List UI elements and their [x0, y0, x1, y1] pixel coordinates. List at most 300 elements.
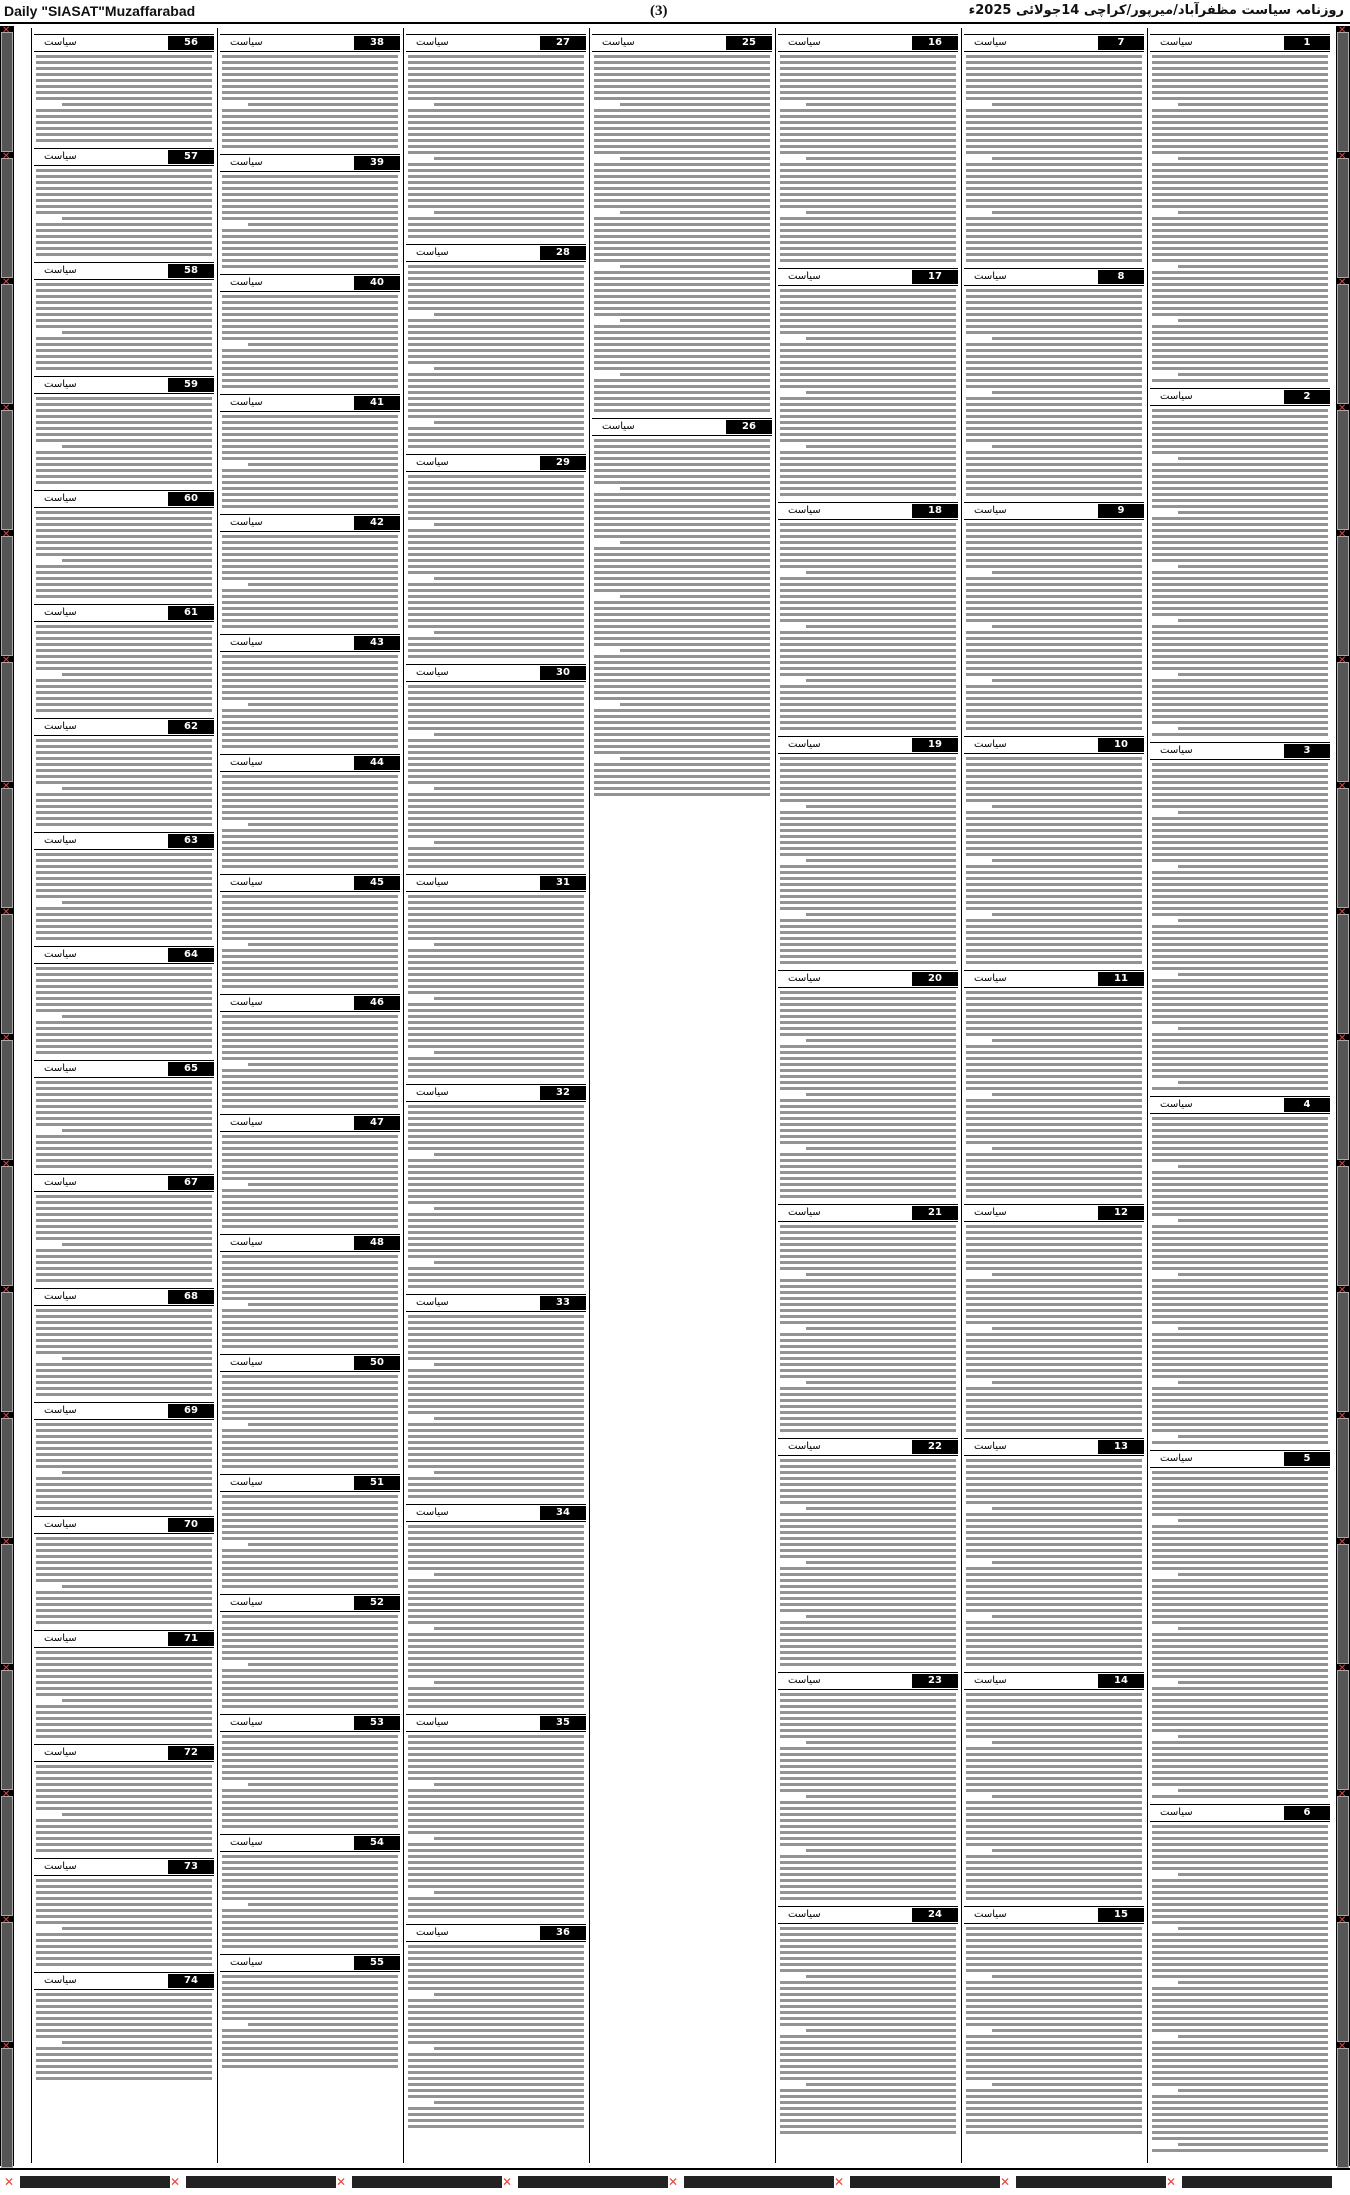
text-line [222, 613, 398, 616]
text-line [1152, 691, 1328, 694]
text-line [222, 619, 398, 622]
text-line [36, 409, 212, 412]
text-line [1152, 241, 1328, 244]
text-line [806, 211, 956, 214]
question-number: 73 [168, 1860, 214, 1874]
text-line [222, 1267, 398, 1270]
text-line [1152, 913, 1328, 916]
text-line [966, 649, 1142, 652]
text-line [1152, 253, 1328, 256]
text-line [36, 817, 212, 820]
text-line [248, 1783, 398, 1786]
text-line [222, 1165, 398, 1168]
text-line [36, 1537, 212, 1540]
text-line [408, 1489, 584, 1492]
text-line [966, 835, 1142, 838]
text-line [36, 1897, 212, 1900]
text-line [780, 1045, 956, 1048]
section-label: سیاست [416, 1717, 449, 1728]
text-line [594, 145, 770, 148]
text-line [408, 1483, 584, 1486]
text-line [780, 2035, 956, 2038]
text-line [992, 1327, 1142, 1330]
text-line [408, 2113, 584, 2116]
text-line [966, 1171, 1142, 1174]
text-line [36, 1279, 212, 1282]
text-line [408, 1219, 584, 1222]
text-line [966, 1267, 1142, 1270]
text-line [222, 1639, 398, 1642]
text-line [780, 1429, 956, 1432]
text-line [408, 769, 584, 772]
text-line [966, 949, 1142, 952]
text-line [780, 1477, 956, 1480]
text-line [408, 1867, 584, 1870]
question-number: 48 [354, 1236, 400, 1250]
question-header [406, 1714, 586, 1732]
text-line [36, 1819, 212, 1822]
question-number: 11 [1098, 972, 1144, 986]
text-line [408, 1873, 584, 1876]
section-label: سیاست [788, 1675, 821, 1686]
text-line [36, 1459, 212, 1462]
text-line [434, 1783, 584, 1786]
text-line [434, 943, 584, 946]
question-number: 2 [1284, 390, 1330, 404]
text-line [222, 973, 398, 976]
question-header [406, 1294, 586, 1312]
text-line [966, 2035, 1142, 2038]
text-line [222, 145, 398, 148]
text-line [1152, 925, 1328, 928]
text-line [408, 2023, 584, 2026]
text-line [966, 91, 1142, 94]
text-line [408, 1777, 584, 1780]
text-line [780, 595, 956, 598]
text-line [1152, 79, 1328, 82]
text-line [222, 1033, 398, 1036]
text-line [36, 703, 212, 706]
text-line [594, 727, 770, 730]
text-line [806, 859, 956, 862]
text-line [36, 55, 212, 58]
text-line [594, 259, 770, 262]
text-line [222, 1885, 398, 1888]
text-line [1152, 145, 1328, 148]
text-line [222, 235, 398, 238]
text-line [222, 571, 398, 574]
text-line [966, 145, 1142, 148]
text-line [1178, 1681, 1328, 1684]
text-line [408, 1879, 584, 1882]
text-line [1152, 583, 1328, 586]
text-line [966, 1759, 1142, 1762]
text-line [966, 1249, 1142, 1252]
text-line [408, 913, 584, 916]
text-line [222, 901, 398, 904]
text-line [1152, 1285, 1328, 1288]
text-line [966, 565, 1142, 568]
text-line [780, 1153, 956, 1156]
text-line [620, 703, 770, 706]
text-line [780, 577, 956, 580]
text-line [1152, 1939, 1328, 1942]
question-header [964, 502, 1144, 520]
text-line [1178, 865, 1328, 868]
text-line [966, 1423, 1142, 1426]
strip-mark-icon: ✕ [2, 1789, 11, 1800]
text-line [1152, 2059, 1328, 2062]
strip-mark-icon: ✕ [1338, 2041, 1347, 2052]
question-header [34, 1060, 214, 1078]
text-line [222, 247, 398, 250]
text-line [408, 2053, 584, 2056]
text-line [966, 1081, 1142, 1084]
text-line [780, 1783, 956, 1786]
text-line [780, 1897, 956, 1900]
text-line [408, 1459, 584, 1462]
text-line [992, 1975, 1142, 1978]
text-line [222, 91, 398, 94]
text-line [594, 109, 770, 112]
question-header [34, 1858, 214, 1876]
text-line [992, 1615, 1142, 1618]
text-line [408, 937, 584, 940]
question-number: 5 [1284, 1452, 1330, 1466]
text-line [966, 955, 1142, 958]
text-line [1152, 1003, 1328, 1006]
text-line [966, 79, 1142, 82]
text-line [780, 151, 956, 154]
text-line [222, 1411, 398, 1414]
text-line [408, 1141, 584, 1144]
text-line [966, 1231, 1142, 1234]
text-line [408, 1183, 584, 1186]
text-line [36, 655, 212, 658]
text-line [408, 1885, 584, 1888]
text-line [222, 457, 398, 460]
text-line [992, 1561, 1142, 1564]
text-line [1152, 85, 1328, 88]
text-line [222, 1933, 398, 1936]
text-line [36, 517, 212, 520]
section-label: سیاست [416, 457, 449, 468]
text-line [594, 673, 770, 676]
question-number: 26 [726, 420, 772, 434]
text-line [222, 1981, 398, 1984]
text-line [1152, 1963, 1328, 1966]
text-line [780, 121, 956, 124]
text-line [36, 229, 212, 232]
text-line [62, 901, 212, 904]
question-number: 56 [168, 36, 214, 50]
question-header [34, 1516, 214, 1534]
text-line [408, 1753, 584, 1756]
text-line [780, 367, 956, 370]
question-number: 4 [1284, 1098, 1330, 1112]
text-line [36, 361, 212, 364]
text-line [36, 583, 212, 586]
text-line [780, 379, 956, 382]
text-line [966, 1405, 1142, 1408]
text-line [222, 1747, 398, 1750]
text-line [222, 1087, 398, 1090]
text-line [780, 1315, 956, 1318]
text-line [1152, 1489, 1328, 1492]
text-line [36, 475, 212, 478]
section-label: سیاست [416, 667, 449, 678]
section-label: سیاست [416, 1927, 449, 1938]
text-line [594, 655, 770, 658]
text-line [36, 2017, 212, 2020]
text-line [806, 1507, 956, 1510]
question-number: 45 [354, 876, 400, 890]
text-line [1152, 805, 1328, 808]
text-line [36, 1807, 212, 1810]
text-line [966, 235, 1142, 238]
text-line [966, 61, 1142, 64]
text-line [780, 1597, 956, 1600]
text-line [36, 97, 212, 100]
question-header [34, 148, 214, 166]
strip-mark-icon: ✕ [2, 1285, 11, 1296]
text-line [1152, 1195, 1328, 1198]
text-line [222, 187, 398, 190]
text-line [222, 1765, 398, 1768]
text-line [966, 1477, 1142, 1480]
text-line [222, 121, 398, 124]
text-line [780, 1489, 956, 1492]
text-line [36, 253, 212, 256]
text-line [1152, 1885, 1328, 1888]
text-line [806, 1741, 956, 1744]
text-line [966, 1009, 1142, 1012]
text-line [1152, 535, 1328, 538]
text-line [222, 721, 398, 724]
text-line [966, 1591, 1142, 1594]
section-label: سیاست [230, 1957, 263, 1968]
text-line [594, 349, 770, 352]
text-line [1152, 1525, 1328, 1528]
text-line [408, 283, 584, 286]
question-header [34, 946, 214, 964]
section-label: سیاست [788, 505, 821, 516]
text-line [222, 1741, 398, 1744]
text-line [1152, 367, 1328, 370]
text-line [408, 2005, 584, 2008]
text-line [408, 1201, 584, 1204]
text-line [222, 325, 398, 328]
text-line [966, 1483, 1142, 1486]
text-line [992, 1273, 1142, 1276]
text-line [36, 781, 212, 784]
strip-mark-icon: ✕ [1338, 1537, 1347, 1548]
question-number: 68 [168, 1290, 214, 1304]
strip-segment [1, 1922, 13, 2042]
text-line [966, 2089, 1142, 2092]
question-header [1150, 1804, 1330, 1822]
text-line [36, 451, 212, 454]
text-line [1152, 121, 1328, 124]
text-line [1152, 1297, 1328, 1300]
right-border-strip [1336, 26, 1350, 2166]
column-rule [403, 28, 404, 2163]
text-line [806, 1039, 956, 1042]
text-line [222, 475, 398, 478]
text-line [1152, 1207, 1328, 1210]
text-line [780, 1837, 956, 1840]
text-line [594, 691, 770, 694]
text-line [408, 793, 584, 796]
text-line [594, 505, 770, 508]
text-line [408, 265, 584, 268]
text-line [408, 1669, 584, 1672]
text-line [594, 571, 770, 574]
text-line [222, 1573, 398, 1576]
strip-mark-icon: ✕ [1338, 1663, 1347, 1674]
text-line [1152, 2107, 1328, 2110]
text-line [966, 895, 1142, 898]
text-line [222, 127, 398, 130]
text-line [780, 949, 956, 952]
text-line [1178, 373, 1328, 376]
text-line [966, 229, 1142, 232]
text-line [966, 421, 1142, 424]
text-line [36, 1765, 212, 1768]
text-line [222, 1135, 398, 1138]
text-line [594, 577, 770, 580]
text-line [966, 1639, 1142, 1642]
text-line [222, 1393, 398, 1396]
text-line [1178, 1027, 1328, 1030]
section-label: سیاست [44, 1063, 77, 1074]
strip-mark-icon: ✕ [1338, 655, 1347, 666]
text-line [408, 325, 584, 328]
text-line [966, 793, 1142, 796]
text-line [966, 1879, 1142, 1882]
text-line [1152, 2065, 1328, 2068]
text-line [222, 1795, 398, 1798]
text-line [1152, 61, 1328, 64]
strip-segment [1, 284, 13, 404]
text-line [222, 1615, 398, 1618]
text-line [1152, 2047, 1328, 2050]
column-rule [31, 28, 32, 2163]
question-number: 20 [912, 972, 958, 986]
text-line [408, 277, 584, 280]
text-line [36, 523, 212, 526]
text-line [408, 1759, 584, 1762]
text-line [780, 193, 956, 196]
text-line [1152, 1663, 1328, 1666]
question-header [406, 1924, 586, 1942]
text-line [36, 301, 212, 304]
section-label: سیاست [230, 637, 263, 648]
text-line [408, 859, 584, 862]
text-line [222, 1771, 398, 1774]
text-line [806, 391, 956, 394]
text-line [1152, 1177, 1328, 1180]
section-label: سیاست [416, 877, 449, 888]
text-line [966, 319, 1142, 322]
question-header [406, 34, 586, 52]
text-line [1152, 709, 1328, 712]
strip-mark-icon: ✕ [1338, 1789, 1347, 1800]
text-line [222, 715, 398, 718]
text-line [408, 1123, 584, 1126]
text-line [1152, 277, 1328, 280]
text-line [36, 1375, 212, 1378]
question-header [220, 994, 400, 1012]
text-line [36, 1939, 212, 1942]
text-line [408, 2089, 584, 2092]
text-line [222, 937, 398, 940]
text-line [222, 1945, 398, 1948]
text-line [36, 1789, 212, 1792]
text-line [780, 2017, 956, 2020]
text-line [222, 1993, 398, 1996]
question-header [778, 1204, 958, 1222]
text-line [408, 1195, 584, 1198]
text-line [36, 1795, 212, 1798]
text-line [36, 1105, 212, 1108]
text-line [408, 91, 584, 94]
text-line [780, 1399, 956, 1402]
text-line [966, 1417, 1142, 1420]
text-line [1152, 2023, 1328, 2026]
text-line [36, 865, 212, 868]
text-line [408, 307, 584, 310]
text-line [1152, 601, 1328, 604]
text-line [594, 241, 770, 244]
text-line [806, 1381, 956, 1384]
strip-segment [1, 788, 13, 908]
text-line [780, 1363, 956, 1366]
text-line [408, 1321, 584, 1324]
text-line [966, 1369, 1142, 1372]
text-line [1152, 1783, 1328, 1786]
text-line [36, 799, 212, 802]
text-line [966, 2005, 1142, 2008]
question-number: 3 [1284, 744, 1330, 758]
text-line [222, 139, 398, 142]
text-line [222, 427, 398, 430]
text-line [434, 1681, 584, 1684]
text-line [36, 547, 212, 550]
strip-segment [1, 1670, 13, 1790]
text-line [780, 1375, 956, 1378]
section-label: سیاست [44, 1747, 77, 1758]
text-line [408, 763, 584, 766]
text-line [594, 337, 770, 340]
question-header [34, 376, 214, 394]
text-line [36, 307, 212, 310]
text-line [594, 661, 770, 664]
text-line [222, 727, 398, 730]
text-line [408, 1915, 584, 1918]
text-line [408, 133, 584, 136]
text-line [408, 1699, 584, 1702]
text-line [1178, 1981, 1328, 1984]
page-number: (3) [650, 3, 668, 19]
text-line [780, 475, 956, 478]
question-header [406, 454, 586, 472]
text-line [36, 1945, 212, 1948]
text-line [780, 1087, 956, 1090]
text-line [594, 169, 770, 172]
text-line [434, 1207, 584, 1210]
text-line [1152, 1309, 1328, 1312]
